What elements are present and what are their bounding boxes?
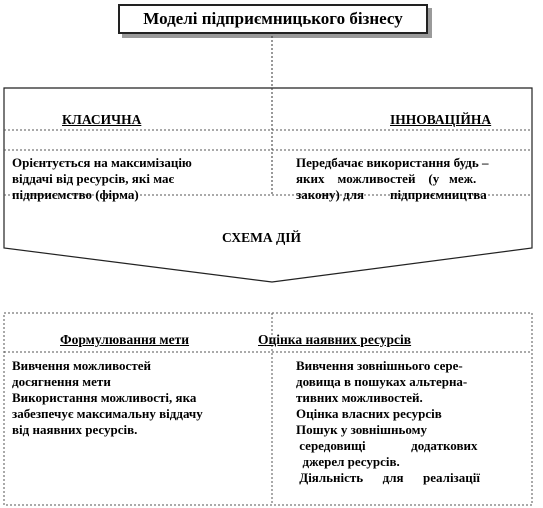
resources-line: середовищі додаткових: [296, 438, 478, 453]
resources-heading: Оцінка наявних ресурсів: [258, 332, 412, 347]
goal-line: від наявних ресурсів.: [12, 422, 138, 437]
resources-line: Діяльність для реалізації: [296, 470, 480, 485]
resources-line: довища в пошуках альтерна-: [296, 374, 468, 389]
resources-line: Вивчення зовнішнього сере-: [296, 358, 463, 373]
innovative-heading: ІННОВАЦІЙНА: [390, 112, 492, 127]
goal-description: [12, 358, 262, 438]
goal-line: досягнення мети: [12, 374, 111, 389]
innovative-description: [296, 155, 528, 203]
classic-heading: КЛАСИЧНА: [62, 112, 142, 127]
goal-heading: Формулювання мети: [60, 332, 190, 347]
resources-line: джерел ресурсів.: [296, 454, 400, 469]
resources-line: тивних можливостей.: [296, 390, 423, 405]
innovative-line: закону) для підприємництва: [296, 187, 487, 202]
classic-description: [12, 155, 262, 203]
goal-line: забезпечує максимальну віддачу: [12, 406, 203, 421]
scheme-label: СХЕМА ДІЙ: [222, 230, 302, 245]
classic-line: віддачі від ресурсів, які має: [12, 171, 175, 186]
goal-line: Вивчення можливостей: [12, 358, 151, 373]
resources-description: [296, 358, 521, 486]
diagram-title-text: Моделі підприємницького бізнесу: [143, 9, 403, 28]
classic-line: Орієнтується на максимізацію: [12, 155, 192, 170]
innovative-line: Передбачає використання будь –: [296, 155, 489, 170]
innovative-line: яких можливостей (у меж.: [296, 171, 477, 186]
resources-line: Пошук у зовнішньому: [296, 422, 427, 437]
goal-line: Використання можливості, яка: [12, 390, 197, 405]
resources-line: Оцінка власних ресурсів: [296, 406, 442, 421]
classic-line: підприємство (фірма): [12, 187, 139, 202]
